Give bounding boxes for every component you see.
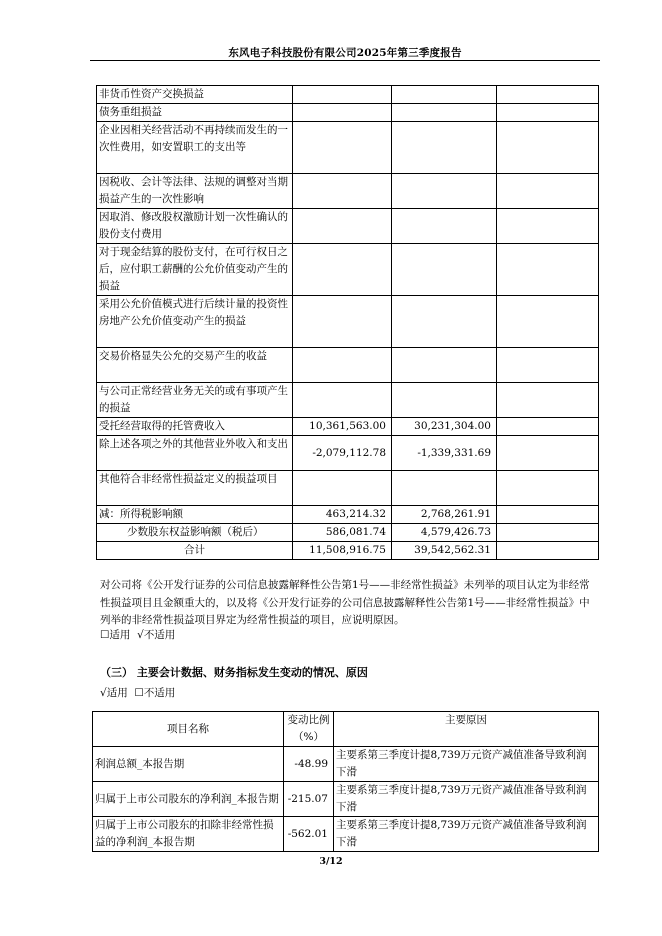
ytd-value	[392, 104, 497, 122]
row-label: 合计	[97, 542, 293, 560]
current-period-value	[293, 348, 392, 383]
note-cell	[497, 383, 599, 418]
row-label: 除上述各项之外的其他营业外收入和支出	[97, 436, 293, 471]
current-period-value	[293, 296, 392, 348]
table-row	[97, 244, 599, 296]
row-label: 采用公允价值模式进行后续计量的投资性房地产公允价值变动产生的损益	[97, 296, 293, 348]
non-recurring-explanation-paragraph: 对公司将《公开发行证券的公司信息披露解释性公告第1号——非经常性损益》未列举的项目认定为非经常性损益项目且金额重大的，以及将《公开发行证券的公司信息披露解释性公告第1号——非经常性损益》中列举的非经常性损益项目界定为经常性损益的项目，应说明原因。	[100, 579, 590, 626]
row-label: 减：所得税影响额	[97, 506, 293, 524]
current-period-value	[293, 174, 392, 209]
page-number: 3/12	[319, 856, 343, 867]
table-row	[97, 524, 599, 542]
change-ratio: -48.99	[284, 747, 334, 782]
applicable-label: 适用	[109, 629, 131, 641]
change-ratio: -562.01	[284, 817, 334, 852]
row-label: 对于现金结算的股份支付，在可行权日之后，应付职工薪酬的公允价值变动产生的损益	[97, 244, 293, 296]
header-main-reason: 主要原因	[334, 712, 599, 747]
note-cell	[497, 471, 599, 506]
row-label: 债务重组损益	[97, 104, 293, 122]
current-period-value: 586,081.74	[293, 524, 392, 542]
note-cell	[497, 436, 599, 471]
table-row	[97, 471, 599, 506]
current-period-value: 11,508,916.75	[293, 542, 392, 560]
current-period-value	[293, 122, 392, 174]
main-reason: 主要系第三季度计提8,739万元资产减值准备导致利润下滑	[334, 817, 599, 852]
ytd-value	[392, 244, 497, 296]
current-period-value: 10,361,563.00	[293, 418, 392, 436]
current-period-value	[293, 86, 392, 104]
change-ratio: -215.07	[284, 782, 334, 817]
row-label: 少数股东权益影响额（税后）	[97, 524, 293, 542]
ytd-value: 39,542,562.31	[392, 542, 497, 560]
table-row	[97, 122, 599, 174]
applicability-option-2	[100, 685, 598, 703]
table-row	[93, 747, 599, 782]
note-cell	[497, 104, 599, 122]
applicable-check-icon: √	[100, 687, 107, 699]
note-cell	[497, 542, 599, 560]
row-label: 交易价格显失公允的交易产生的收益	[97, 348, 293, 383]
not-applicable-label: 不适用	[143, 687, 176, 699]
applicable-label: 适用	[106, 687, 128, 699]
note-cell	[497, 122, 599, 174]
non-recurring-gains-table	[96, 85, 599, 560]
ytd-value: 2,768,261.91	[392, 506, 497, 524]
ytd-value	[392, 348, 497, 383]
table-row	[97, 86, 599, 104]
table-row	[97, 418, 599, 436]
table-header-row	[93, 712, 599, 747]
table-row-total	[97, 542, 599, 560]
note-cell	[497, 524, 599, 542]
header-item-name: 项目名称	[93, 712, 284, 747]
ytd-value	[392, 209, 497, 244]
table-row	[97, 506, 599, 524]
current-period-value	[293, 244, 392, 296]
current-period-value: -2,079,112.78	[293, 436, 392, 471]
row-label: 其他符合非经常性损益定义的损益项目	[97, 471, 293, 506]
not-applicable-checkbox-icon: ☐	[134, 687, 144, 699]
table-row	[97, 436, 599, 471]
ytd-value: 4,579,426.73	[392, 524, 497, 542]
item-name: 归属于上市公司股东的扣除非经常性损益的净利润_本报告期	[93, 817, 284, 852]
main-reason: 主要系第三季度计提8,739万元资产减值准备导致利润下滑	[334, 782, 599, 817]
applicability-option-1	[100, 627, 598, 645]
report-header-title: 东风电子科技股份有限公司2025年第三季度报告	[228, 47, 462, 59]
table-row	[93, 782, 599, 817]
note-cell	[497, 174, 599, 209]
ytd-value: -1,339,331.69	[392, 436, 497, 471]
current-period-value	[293, 471, 392, 506]
main-reason: 主要系第三季度计提8,739万元资产减值准备导致利润下滑	[334, 747, 599, 782]
header-divider	[90, 60, 600, 61]
header-change-ratio: 变动比例（%）	[284, 712, 334, 747]
table-row	[97, 296, 599, 348]
ytd-value	[392, 296, 497, 348]
row-label: 因取消、修改股权激励计划一次性确认的股份支付费用	[97, 209, 293, 244]
table-row	[97, 209, 599, 244]
current-period-value: 463,214.32	[293, 506, 392, 524]
applicable-checkbox-icon: ☐	[100, 629, 110, 641]
row-label: 非货币性资产交换损益	[97, 86, 293, 104]
ytd-value	[392, 86, 497, 104]
section-heading: （三） 主要会计数据、财务指标发生变动的情况、原因	[100, 666, 368, 679]
key-data-change-table	[92, 711, 599, 852]
note-cell	[497, 86, 599, 104]
note-cell	[497, 209, 599, 244]
row-label: 与公司正常经营业务无关的或有事项产生的损益	[97, 383, 293, 418]
table-row	[97, 174, 599, 209]
row-label: 受托经营取得的托管费收入	[97, 418, 293, 436]
note-cell	[497, 506, 599, 524]
ytd-value	[392, 122, 497, 174]
current-period-value	[293, 209, 392, 244]
item-name: 利润总额_本报告期	[93, 747, 284, 782]
ytd-value: 30,231,304.00	[392, 418, 497, 436]
current-period-value	[293, 104, 392, 122]
table-row	[93, 817, 599, 852]
item-name: 归属于上市公司股东的净利润_本报告期	[93, 782, 284, 817]
current-period-value	[293, 383, 392, 418]
ytd-value	[392, 383, 497, 418]
table-row	[97, 348, 599, 383]
not-applicable-label: 不适用	[143, 629, 176, 641]
ytd-value	[392, 174, 497, 209]
table-row	[97, 383, 599, 418]
ytd-value	[392, 471, 497, 506]
row-label: 企业因相关经营活动不再持续而发生的一次性费用，如安置职工的支出等	[97, 122, 293, 174]
row-label: 因税收、会计等法律、法规的调整对当期损益产生的一次性影响	[97, 174, 293, 209]
note-cell	[497, 418, 599, 436]
table-row	[97, 104, 599, 122]
note-cell	[497, 296, 599, 348]
note-cell	[497, 348, 599, 383]
note-cell	[497, 244, 599, 296]
not-applicable-check-icon: √	[137, 629, 144, 641]
